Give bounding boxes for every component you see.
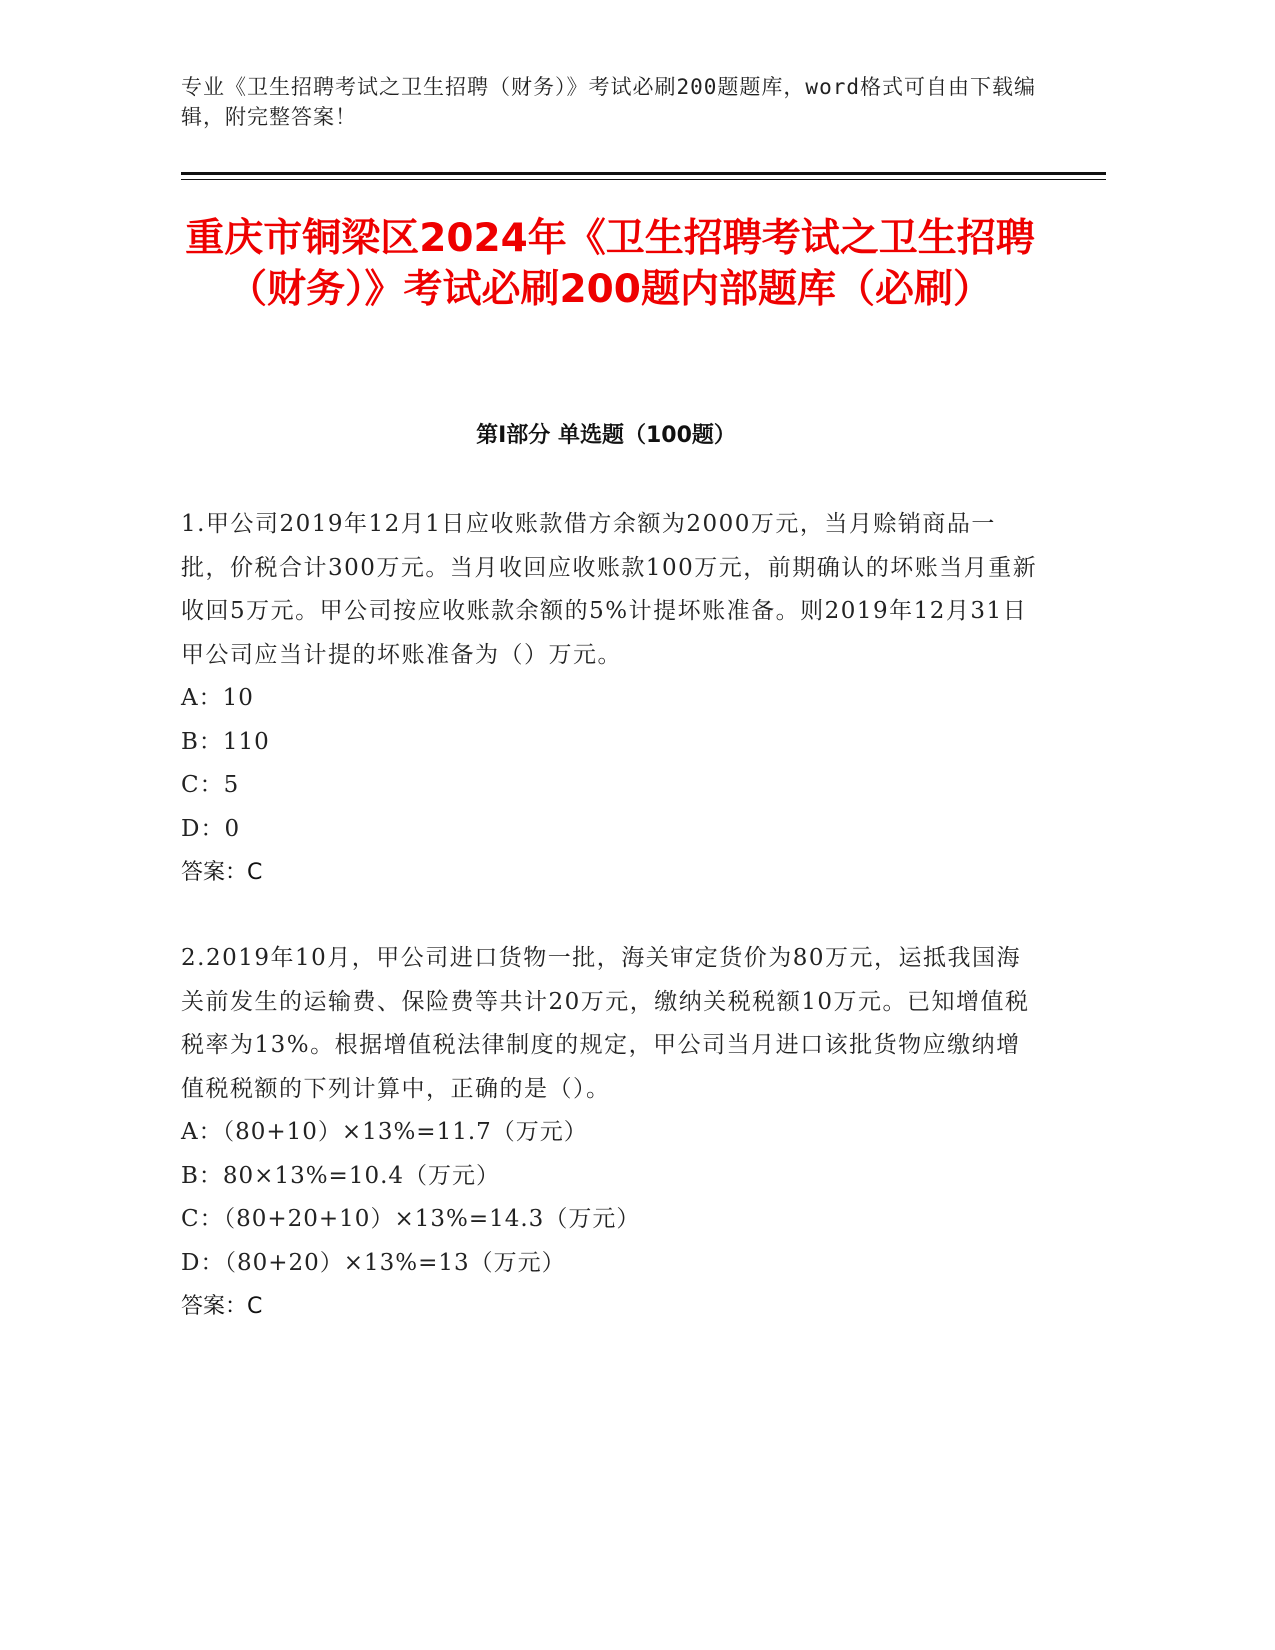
header-divider-thin <box>181 179 1106 180</box>
option-c: C：5 <box>181 772 240 798</box>
option-a: A：（80+10）×13%=11.7（万元） <box>181 1119 588 1145</box>
option-d: D：0 <box>181 815 241 842</box>
section-heading: 第I部分 单选题（100题） <box>476 423 736 448</box>
header-divider-thick <box>181 172 1106 175</box>
question-block <box>181 937 1041 1329</box>
answer-line: 答案：C <box>181 860 263 885</box>
question-stem: 1.甲公司2019年12月1日应收账款借方余额为2000万元，当月赊销商品一批，价税合计300万元。当月收回应收账款100万元，前期确认的坏账当月重新收回5万元。甲公司按应收账款余额的5%计提坏账准备。则2019年12月31日甲公司应当计提的坏账准备为（）万元。 <box>181 511 1038 668</box>
option-b: B：80×13%=10.4（万元） <box>181 1162 501 1189</box>
option-a: A：10 <box>181 685 254 711</box>
option-c: C：（80+20+10）×13%=14.3（万元） <box>181 1206 641 1232</box>
answer-line: 答案：C <box>181 1294 263 1319</box>
document-title: 重庆市铜梁区2024年《卫生招聘考试之卫生招聘（财务）》考试必刷200题内部题库（必刷） <box>185 216 1035 312</box>
option-d: D：（80+20）×13%=13（万元） <box>181 1249 566 1276</box>
question-stem: 2.2019年10月，甲公司进口货物一批，海关审定货价为80万元，运抵我国海关前发生的运输费、保险费等共计20万元，缴纳关税税额10万元。已知增值税税率为13%。根据增值税法律制度的规定，甲公司当月进口该批货物应缴纳增值税税额的下列计算中，正确的是（）。 <box>181 945 1030 1102</box>
question-block <box>181 503 1041 895</box>
option-b: B：110 <box>181 728 270 755</box>
header-note: 专业《卫生招聘考试之卫生招聘（财务）》考试必刷200题题库，word格式可自由下载编辑，附完整答案！ <box>181 75 1036 129</box>
